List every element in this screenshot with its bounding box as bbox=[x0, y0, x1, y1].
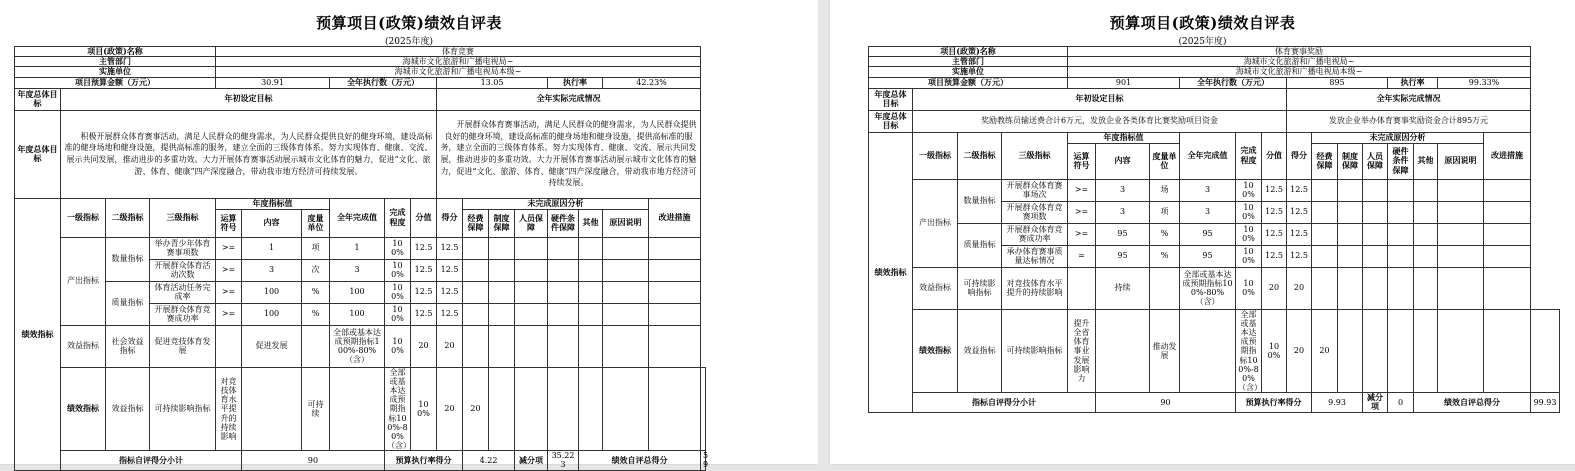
score-cell: 12.5 bbox=[411, 237, 437, 259]
evaluation-table bbox=[868, 46, 1560, 413]
deduct: 35.223 bbox=[548, 451, 579, 470]
content-cell: 推动发展 bbox=[1150, 309, 1180, 393]
content-cell: 3 bbox=[242, 259, 302, 281]
operator-cell bbox=[216, 325, 242, 367]
col-fund: 经费保障 bbox=[1312, 143, 1338, 179]
col-level1: 一级指标 bbox=[61, 198, 106, 237]
content-cell: 可持续 bbox=[302, 367, 330, 451]
benefit-indicator: 效益指标 bbox=[61, 325, 106, 367]
done-cell: 3 bbox=[330, 259, 385, 281]
unit-cell bbox=[1150, 267, 1180, 309]
level3-cell: 举办青少年体育赛事项数 bbox=[150, 237, 216, 259]
quantity-indicator: 数量指标 bbox=[958, 179, 1002, 223]
got-cell: 20 bbox=[463, 367, 489, 451]
operator-cell: >= bbox=[216, 281, 242, 303]
unit-cell: 项 bbox=[302, 237, 330, 259]
subtotal-label: 指标自评得分小计 bbox=[61, 451, 242, 470]
subtotal: 90 bbox=[1096, 393, 1236, 412]
department-label: 主管部门 bbox=[15, 57, 216, 67]
department: 海城市文化旅游和广播电视局~ bbox=[1068, 57, 1531, 67]
initial-goal-text: 奖励教练员输送费合计6万元，发放企业各类体育比赛奖励项目资金 bbox=[913, 110, 1287, 132]
col-level3: 三级指标 bbox=[150, 198, 216, 237]
col-improve: 改进措施 bbox=[1484, 132, 1531, 179]
table-row bbox=[15, 367, 706, 451]
score-cell: 20 bbox=[437, 367, 463, 451]
form-year: (2025年度) bbox=[385, 37, 433, 47]
col-score: 分值 bbox=[411, 198, 437, 237]
completion-cell: 100% bbox=[411, 367, 437, 451]
rate-score-label: 预算执行率得分 bbox=[1236, 393, 1312, 412]
col-annual-value: 年度指标值 bbox=[216, 198, 330, 209]
implementing-unit-label: 实施单位 bbox=[869, 67, 1068, 77]
level3-cell: 开展群众体育活动次数 bbox=[150, 259, 216, 281]
output-indicator: 产出指标 bbox=[61, 237, 106, 325]
actual-completion-text: 开展群众体育赛事活动，满足人民群众的健身需求，为人民群众提供良好的健身环境，建设高标准的健身场地和健身设施，提供高标准的服务，建立全面的三级体育体系。努力实现体育、健康、交流、展示共同发展，推动进步的多重功效。大力开展体育赛事活动展示城市文化体育的魅力，促进“文化、旅游、体育、健康”四产深度融合，带动我市地方经济可持续发展。 bbox=[437, 110, 701, 198]
evaluation-table bbox=[14, 46, 709, 471]
project-name: 体育赛事奖励 bbox=[1068, 47, 1531, 57]
completion-cell: 100% bbox=[1236, 267, 1262, 309]
score-cell: 12.5 bbox=[1262, 179, 1287, 201]
quantity-indicator: 数量指标 bbox=[106, 237, 150, 281]
sustain-indicator: 可持续影响指标 bbox=[150, 367, 216, 451]
summary-row bbox=[869, 393, 1560, 412]
annual-goal-label-2: 年度总体目标 bbox=[15, 110, 61, 198]
executed-amount-label: 全年执行数（万元） bbox=[330, 77, 437, 88]
content-cell: 95 bbox=[1096, 245, 1150, 267]
annual-goal-label-2: 年度总体目标 bbox=[869, 110, 913, 132]
score-cell: 20 bbox=[411, 325, 437, 367]
executed-amount: 895 bbox=[1287, 77, 1388, 88]
col-hardware: 硬件条件保障 bbox=[1388, 143, 1414, 179]
total-score: 99.93 bbox=[1531, 393, 1560, 412]
budget-label: 项目预算金额（万元） bbox=[869, 77, 1068, 88]
implementing-unit: 海城市文化旅游和广播电视局本级~ bbox=[216, 67, 701, 77]
col-annual-value: 年度指标值 bbox=[1068, 132, 1180, 143]
sustain-indicator-2: 可持续影响指标 bbox=[1002, 309, 1068, 393]
col-level1: 一级指标 bbox=[913, 132, 958, 179]
table-row bbox=[869, 179, 1560, 201]
completion-cell: 100% bbox=[1262, 309, 1287, 393]
subtotal-label: 指标自评得分小计 bbox=[913, 393, 1096, 412]
unit-cell: % bbox=[302, 281, 330, 303]
benefit-indicator: 效益指标 bbox=[913, 267, 958, 309]
benefit-indicator-2: 效益指标 bbox=[958, 309, 1002, 393]
rate-score-label: 预算执行率得分 bbox=[385, 451, 463, 470]
unit-cell bbox=[330, 367, 385, 451]
content-cell: 95 bbox=[1096, 223, 1150, 245]
score-cell: 12.5 bbox=[411, 281, 437, 303]
benefit-indicator-2: 效益指标 bbox=[106, 367, 150, 451]
quality-indicator: 质量指标 bbox=[958, 223, 1002, 267]
completion-cell: 100% bbox=[385, 303, 411, 325]
project-name-label: 项目(政策)名称 bbox=[869, 47, 1068, 57]
col-full-year: 全年完成值 bbox=[1180, 132, 1236, 179]
col-got: 得分 bbox=[1287, 132, 1312, 179]
annual-goal-label: 年度总体目标 bbox=[869, 88, 913, 110]
level3-cell: 提升全省体育事业发展影响力 bbox=[1068, 309, 1096, 393]
execution-rate-label: 执行率 bbox=[1388, 77, 1438, 88]
unit-cell: % bbox=[302, 303, 330, 325]
execution-rate: 99.33% bbox=[1438, 77, 1531, 88]
table-row bbox=[15, 325, 706, 367]
implementing-unit: 海城市文化旅游和广播电视局本级~ bbox=[1068, 67, 1531, 77]
executed-amount: 13.05 bbox=[437, 77, 548, 88]
got-cell: 12.5 bbox=[437, 281, 463, 303]
deduct-label: 减分项 bbox=[1363, 393, 1388, 412]
content-cell: 持续 bbox=[1096, 267, 1150, 309]
completion-cell: 100% bbox=[1236, 201, 1262, 223]
col-fund: 经费保障 bbox=[463, 209, 489, 237]
form-title: 预算项目(政策)绩效自评表 bbox=[1109, 14, 1296, 32]
level3-cell: 对竞技体育水平提升的持续影响 bbox=[1002, 267, 1068, 309]
col-desc: 原因说明 bbox=[603, 209, 649, 237]
got-cell: 12.5 bbox=[1287, 245, 1312, 267]
subtotal: 90 bbox=[242, 451, 385, 470]
document-page-2 bbox=[830, 0, 1575, 464]
col-staff: 人员保障 bbox=[515, 209, 548, 237]
col-improve: 改进措施 bbox=[649, 198, 701, 237]
operator-cell bbox=[1068, 267, 1096, 309]
initial-goal-header: 年初设定目标 bbox=[61, 88, 437, 110]
done-cell: 95 bbox=[1180, 223, 1236, 245]
summary-row bbox=[15, 451, 706, 470]
department: 海城市文化旅游和广播电视局~ bbox=[216, 57, 701, 67]
col-got: 得分 bbox=[437, 198, 463, 237]
done-cell: 3 bbox=[1180, 201, 1236, 223]
got-cell: 20 bbox=[1287, 267, 1312, 309]
operator-cell: = bbox=[1068, 245, 1096, 267]
unit-cell: % bbox=[1150, 245, 1180, 267]
budget-amount: 901 bbox=[1068, 77, 1180, 88]
level3-cell: 开展群众体育竞赛成功率 bbox=[1002, 223, 1068, 245]
done-cell: 100 bbox=[330, 281, 385, 303]
col-system: 制度保障 bbox=[489, 209, 515, 237]
actual-completion-header: 全年实际完成情况 bbox=[1287, 88, 1531, 110]
actual-completion-header: 全年实际完成情况 bbox=[437, 88, 701, 110]
table-row bbox=[15, 237, 706, 259]
budget-label: 项目预算金额（万元） bbox=[15, 77, 216, 88]
level3-cell: 承办体育赛事质量达标情况 bbox=[1002, 245, 1068, 267]
completion-cell: 100% bbox=[385, 281, 411, 303]
table-row bbox=[869, 309, 1560, 393]
operator-cell bbox=[1096, 309, 1150, 393]
department-label: 主管部门 bbox=[869, 57, 1068, 67]
col-content: 内容 bbox=[1096, 143, 1150, 179]
completion-cell: 100% bbox=[1236, 245, 1262, 267]
sustain-indicator: 可持续影响指标 bbox=[958, 267, 1002, 309]
implementing-unit-label: 实施单位 bbox=[15, 67, 216, 77]
budget-amount: 30.91 bbox=[216, 77, 330, 88]
done-cell: 全部或基本达成预期指标100%-80%（含） bbox=[1236, 309, 1262, 393]
annual-goal-label: 年度总体目标 bbox=[15, 88, 61, 110]
level3-cell: 对竞技体育水平提升的持续影响 bbox=[216, 367, 242, 451]
operator-cell: >= bbox=[216, 237, 242, 259]
operator-cell bbox=[242, 367, 302, 451]
col-content: 内容 bbox=[242, 209, 302, 237]
total-score-label: 绩效自评总得分 bbox=[579, 451, 701, 470]
unit-cell bbox=[302, 325, 330, 367]
initial-goal-text: 积极开展群众体育赛事活动，满足人民群众的健身需求，为人民群众提供良好的健身环境，建设高标准的健身场地和健身设施，提供高标准的服务，建立全面的三级体育体系。努力实现体育、健康、交流、展示共同发展，推动进步的多重功效。大力开展体育赛事活动展示城市文化体育的魅力，促进“文化、旅游、体育、健康”四产深度融合，带动我市地方经济可持续发展。 bbox=[61, 110, 437, 198]
col-staff: 人员保障 bbox=[1363, 143, 1388, 179]
execution-rate-label: 执行率 bbox=[548, 77, 603, 88]
score-cell: 12.5 bbox=[411, 259, 437, 281]
form-year: (2025年度) bbox=[1178, 37, 1227, 47]
content-cell: 100 bbox=[242, 281, 302, 303]
col-reason: 未完成原因分析 bbox=[463, 198, 649, 209]
content-cell: 100 bbox=[242, 303, 302, 325]
done-cell: 95 bbox=[1180, 245, 1236, 267]
done-cell: 全部或基本达成预期指标100%-80%（含） bbox=[330, 325, 385, 367]
table-row bbox=[869, 267, 1560, 309]
unit-cell: 项 bbox=[1150, 201, 1180, 223]
got-cell: 20 bbox=[1312, 309, 1338, 393]
completion-cell: 100% bbox=[1236, 223, 1262, 245]
done-cell: 1 bbox=[330, 237, 385, 259]
social-benefit-indicator: 社会效益指标 bbox=[106, 325, 150, 367]
content-cell: 促进发展 bbox=[242, 325, 302, 367]
rate-score: 9.93 bbox=[1312, 393, 1363, 412]
content-cell: 3 bbox=[1096, 179, 1150, 201]
col-unit: 度量单位 bbox=[1150, 143, 1180, 179]
rate-score: 4.22 bbox=[463, 451, 515, 470]
score-cell: 12.5 bbox=[1262, 245, 1287, 267]
col-unit: 度量单位 bbox=[302, 209, 330, 237]
page-gap bbox=[818, 0, 830, 464]
score-cell: 12.5 bbox=[1262, 223, 1287, 245]
completion-cell: 100% bbox=[385, 325, 411, 367]
col-other: 其他 bbox=[1414, 143, 1438, 179]
perf-indicator-label: 绩效指标 bbox=[15, 198, 61, 470]
score-cell: 20 bbox=[1287, 309, 1312, 393]
quality-indicator: 质量指标 bbox=[106, 281, 150, 325]
total-score-label: 绩效自评总得分 bbox=[1414, 393, 1531, 412]
actual-completion-text: 发放企业举办体育赛事奖励资金合计895万元 bbox=[1287, 110, 1531, 132]
completion-cell: 100% bbox=[385, 259, 411, 281]
project-name: 体育竞赛 bbox=[216, 47, 701, 57]
perf-indicator-label-2: 绩效指标 bbox=[61, 367, 106, 451]
done-cell: 全部或基本达成预期指标100%-80%（含） bbox=[385, 367, 411, 451]
table-row bbox=[15, 281, 706, 303]
unit-cell: % bbox=[1150, 223, 1180, 245]
score-cell: 20 bbox=[1262, 267, 1287, 309]
col-desc: 原因说明 bbox=[1438, 143, 1484, 179]
done-cell: 3 bbox=[1180, 179, 1236, 201]
col-hardware: 硬件条件保障 bbox=[548, 209, 579, 237]
unit-cell: 场 bbox=[1150, 179, 1180, 201]
executed-amount-label: 全年执行数（万元） bbox=[1180, 77, 1287, 88]
got-cell: 12.5 bbox=[437, 237, 463, 259]
col-completion: 完成程度 bbox=[1236, 132, 1262, 179]
deduct: 0 bbox=[1388, 393, 1414, 412]
col-level3: 三级指标 bbox=[1002, 132, 1068, 179]
got-cell: 12.5 bbox=[437, 259, 463, 281]
col-operator: 运算符号 bbox=[216, 209, 242, 237]
content-cell: 3 bbox=[1096, 201, 1150, 223]
done-cell: 100 bbox=[330, 303, 385, 325]
completion-cell: 100% bbox=[1236, 179, 1262, 201]
col-level2: 二级指标 bbox=[106, 198, 150, 237]
table-row bbox=[869, 223, 1560, 245]
project-name-label: 项目(政策)名称 bbox=[15, 47, 216, 57]
level3-cell: 体育活动任务完成率 bbox=[150, 281, 216, 303]
perf-indicator-label-2: 绩效指标 bbox=[913, 309, 958, 393]
col-level2: 二级指标 bbox=[958, 132, 1002, 179]
got-cell: 12.5 bbox=[437, 303, 463, 325]
form-title: 预算项目(政策)绩效自评表 bbox=[316, 14, 502, 32]
level3-cell: 促进竞技体育发展 bbox=[150, 325, 216, 367]
operator-cell: >= bbox=[1068, 223, 1096, 245]
execution-rate: 42.23% bbox=[603, 77, 701, 88]
operator-cell: >= bbox=[1068, 201, 1096, 223]
operator-cell: >= bbox=[1068, 179, 1096, 201]
got-cell: 12.5 bbox=[1287, 179, 1312, 201]
col-reason: 未完成原因分析 bbox=[1312, 132, 1484, 143]
unit-cell bbox=[1180, 309, 1236, 393]
output-indicator: 产出指标 bbox=[913, 179, 958, 267]
unit-cell: 次 bbox=[302, 259, 330, 281]
operator-cell: >= bbox=[216, 303, 242, 325]
level3-cell: 开展群众体育赛事场次 bbox=[1002, 179, 1068, 201]
col-other: 其他 bbox=[579, 209, 603, 237]
col-completion: 完成程度 bbox=[385, 198, 411, 237]
col-full-year: 全年完成值 bbox=[330, 198, 385, 237]
done-cell: 全部或基本达成预期指标100%-80%（含） bbox=[1180, 267, 1236, 309]
score-cell: 12.5 bbox=[411, 303, 437, 325]
level3-cell: 开展群众体育竞赛项数 bbox=[1002, 201, 1068, 223]
content-cell: 1 bbox=[242, 237, 302, 259]
col-system: 制度保障 bbox=[1338, 143, 1363, 179]
got-cell: 12.5 bbox=[1287, 223, 1312, 245]
completion-cell: 100% bbox=[385, 237, 411, 259]
score-cell: 12.5 bbox=[1262, 201, 1287, 223]
total-score: 59 bbox=[701, 451, 706, 470]
col-operator: 运算符号 bbox=[1068, 143, 1096, 179]
deduct-label: 减分项 bbox=[515, 451, 548, 470]
perf-indicator-label: 绩效指标 bbox=[869, 132, 913, 412]
col-score: 分值 bbox=[1262, 132, 1287, 179]
level3-cell: 开展群众体育竞赛成功率 bbox=[150, 303, 216, 325]
got-cell: 20 bbox=[437, 325, 463, 367]
got-cell: 12.5 bbox=[1287, 201, 1312, 223]
initial-goal-header: 年初设定目标 bbox=[913, 88, 1287, 110]
operator-cell: >= bbox=[216, 259, 242, 281]
